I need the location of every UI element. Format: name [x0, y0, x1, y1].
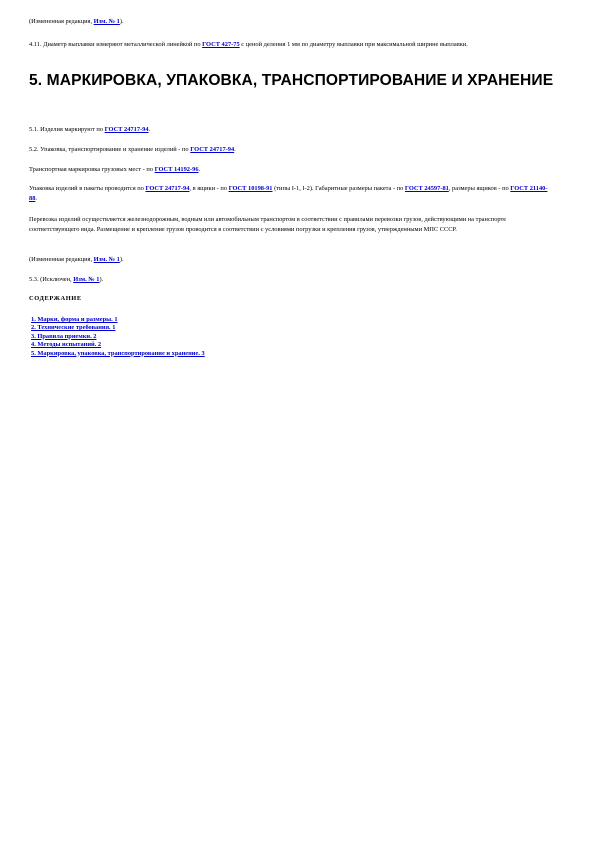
toc-link-section-2[interactable]: 2. Технические требования. 1 [31, 324, 116, 332]
paragraph-4-11 [29, 40, 549, 50]
toc-link-section-3[interactable]: 3. Правила приемки. 2 [31, 332, 97, 340]
paragraph-tail: . [148, 126, 151, 133]
revision-note-2 [29, 255, 549, 265]
toc-link-section-4[interactable]: 4. Методы испытаний. 2 [31, 341, 102, 349]
revision-note-tail: ). [119, 18, 124, 25]
paragraph-text: 5.1. Изделия маркируют по [29, 126, 105, 133]
paragraph-tail: . [234, 146, 236, 153]
paragraph-5-1 [29, 125, 549, 135]
revision-note-text: (Измененная редакция, [29, 256, 94, 263]
toc-link-section-1[interactable]: 1. Марки, форма и размеры. 1 [31, 316, 118, 323]
paragraph-text: Транспортная маркировка грузовых мест - по [29, 166, 155, 173]
table-of-contents [31, 316, 431, 358]
gost-link-427-75[interactable]: ГОСТ 427-75 [202, 41, 240, 48]
paragraph-text: , в ящики - по [189, 185, 229, 192]
paragraph-tail: . [35, 195, 37, 202]
paragraph-text: (типы I-1, I-2). Габаритные размеры пакета - по [272, 185, 405, 192]
paragraph-5-3 [29, 275, 549, 285]
paragraph-tail: ). [99, 276, 104, 283]
amendment-link[interactable]: Изм. № 1 [93, 18, 120, 25]
revision-note-tail: ). [119, 256, 124, 263]
toc-title: СОДЕРЖАНИЕ [29, 295, 82, 302]
amendment-link[interactable]: Изм. № 1 [93, 256, 120, 263]
gost-link-24597-81[interactable]: ГОСТ 24597-81 [404, 185, 449, 192]
revision-note-text: (Измененная редакция, [29, 18, 94, 25]
paragraph-text: , размеры ящиков - по [448, 185, 511, 192]
amendment-link[interactable]: Изм. № 1 [73, 276, 100, 283]
toc-item [31, 350, 431, 358]
paragraph-5-2 [29, 145, 549, 155]
paragraph-packing [29, 184, 549, 204]
paragraph-text: 4.11. Диаметр выплавки измеряют металлической линейкой по [29, 41, 203, 48]
toc-item [31, 316, 431, 324]
gost-link-24717-94[interactable]: ГОСТ 24717-94 [145, 185, 190, 192]
gost-link-24717-94[interactable]: ГОСТ 24717-94 [190, 146, 235, 153]
toc-item [31, 341, 431, 349]
paragraph-text: 5.3. (Исключен, [29, 276, 74, 283]
section-heading: 5. МАРКИРОВКА, УПАКОВКА, ТРАНСПОРТИРОВАНИЕ И ХРАНЕНИЕ [29, 72, 554, 89]
paragraph-text: 5.2. Упаковка, транспортирование и хранение изделий - по [29, 146, 191, 153]
toc-link-section-5[interactable]: 5. Маркировка, упаковка, транспортирование и хранение. 3 [31, 349, 205, 357]
gost-link-21140-88[interactable]: ГОСТ 21140-88 [29, 185, 548, 202]
paragraph-carriage: Перевозка изделий осуществляется железнодорожным, водным или автомобильным транспортом в соответствии с правилами перевозки грузов, действующими на транспорте соответствующего вида. Размещение и крепление грузов проводится в соответствии с условиями погрузки и крепления грузов, утвержденными МПС СССР. [29, 216, 507, 233]
gost-link-14192-96[interactable]: ГОСТ 14192-96 [154, 166, 199, 173]
paragraph-tail: с ценой деления 1 мм по диаметру выплавки при максимальной ширине выплавки. [239, 41, 468, 48]
paragraph-transport-marking [29, 165, 549, 175]
paragraph-text: Упаковка изделий в пакеты проводится по [29, 185, 146, 192]
toc-item [31, 324, 431, 332]
paragraph-tail: . [198, 166, 201, 173]
gost-link-24717-94[interactable]: ГОСТ 24717-94 [104, 126, 149, 133]
gost-link-10198-91[interactable]: ГОСТ 10198-91 [228, 185, 273, 192]
revision-note-1 [29, 17, 549, 27]
toc-item [31, 333, 431, 341]
